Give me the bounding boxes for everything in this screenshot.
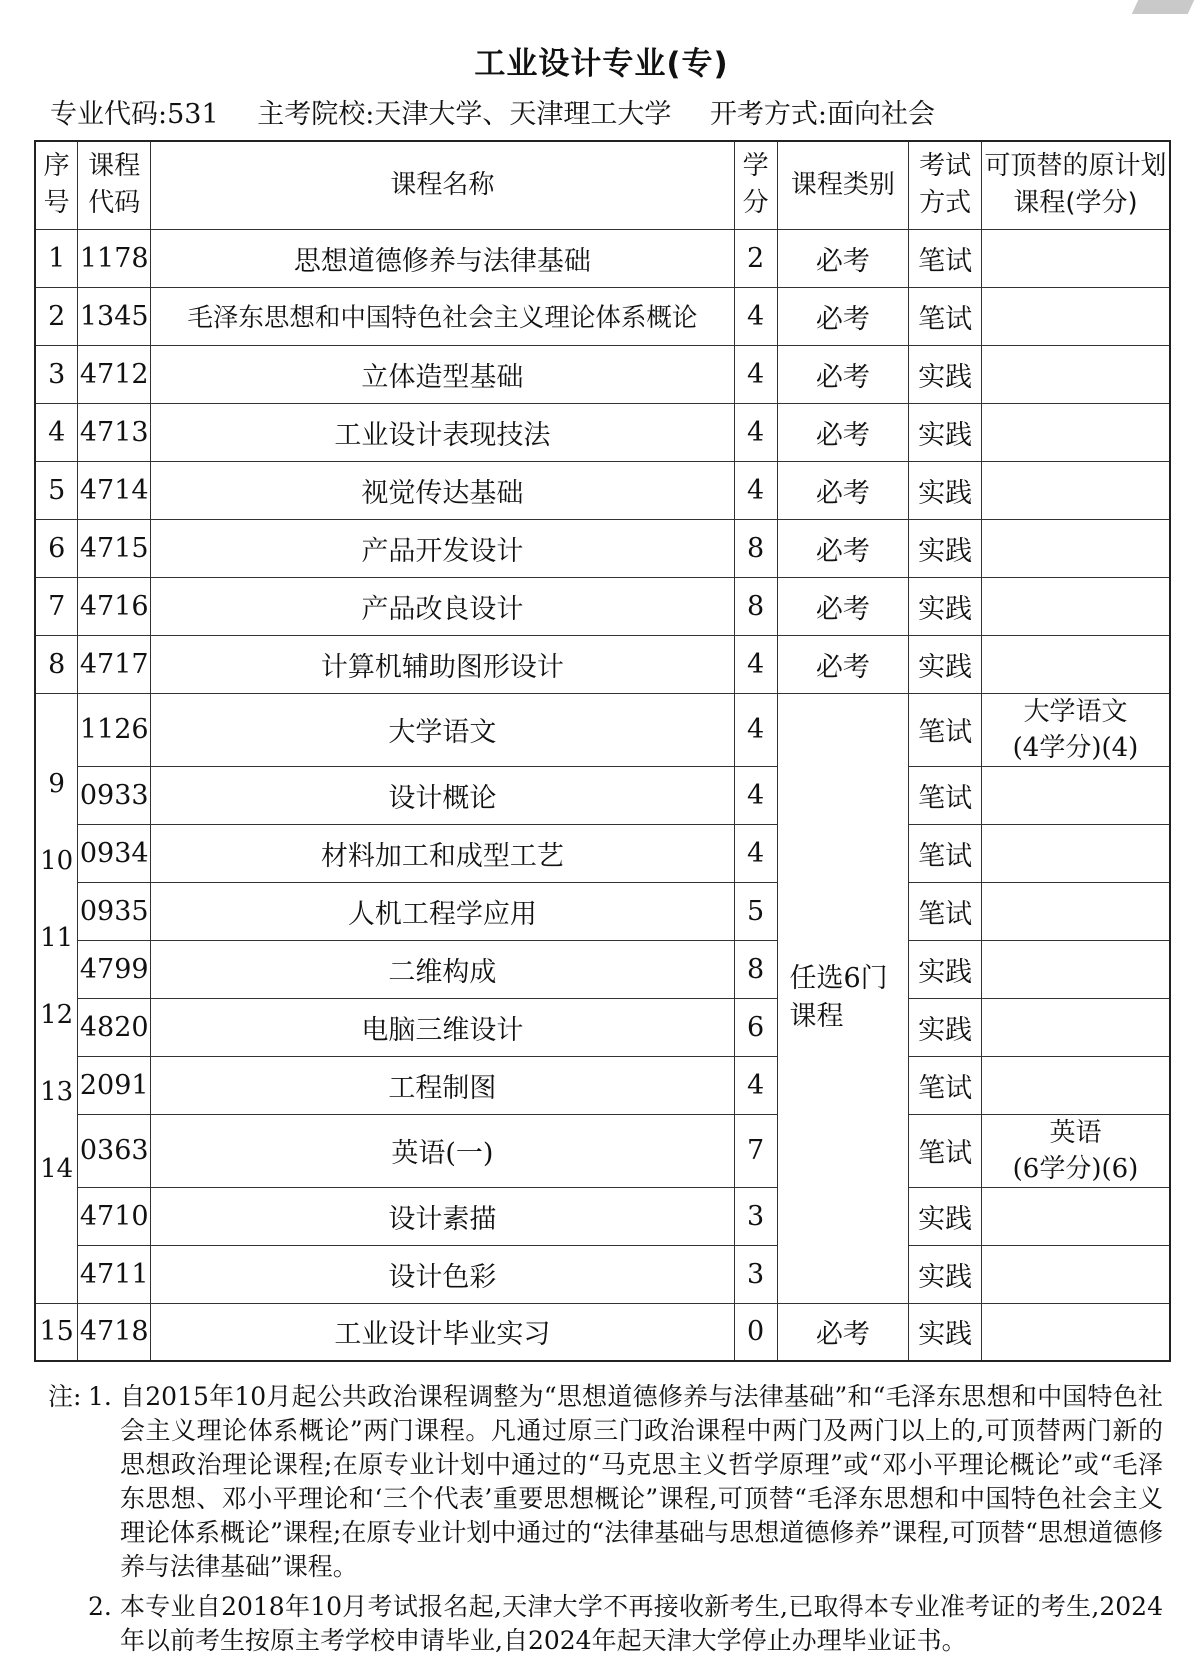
note-text: 自2015年10月起公共政治课程调整为“思想道德修养与法律基础”和“毛泽东思想和中国特色社会主义理论体系概论”两门课程。凡通过原三门政治课程中两门及两门以上的,可顶替两门新的思想政治理论课程;在原专业计划中通过的“马克思主义哲学原理”或“邓小平理论概论”或“毛泽东思想、邓小平理论和‘三个代表’重要思想概论”课程,可顶替“毛泽东思想和中国特色社会主义理论体系概论”课程;在原专业计划中通过的“法律基础与思想道德修养”课程,可顶替“思想道德修养与法律基础”课程。 bbox=[120, 1382, 1163, 1581]
corner-decoration bbox=[1132, 0, 1195, 14]
cell-code: 4799 bbox=[78, 940, 151, 998]
cell-credit: 5 bbox=[734, 882, 777, 940]
cell-code: 1178 bbox=[78, 229, 151, 287]
cell-replace bbox=[981, 1245, 1170, 1303]
major-info bbox=[50, 92, 965, 131]
cell-credit: 3 bbox=[734, 1245, 777, 1303]
cell-category: 必考 bbox=[777, 229, 909, 287]
cell-name: 电脑三维设计 bbox=[151, 998, 735, 1056]
header-seq: 序号 bbox=[35, 141, 78, 229]
cell-code: 1126 bbox=[78, 693, 151, 766]
cell-name: 立体造型基础 bbox=[151, 345, 735, 403]
cell-seq: 3 bbox=[35, 345, 78, 403]
cell-seq: 4 bbox=[35, 403, 78, 461]
cell-credit: 4 bbox=[734, 461, 777, 519]
cell-category: 必考 bbox=[777, 1303, 909, 1361]
cell-category: 必考 bbox=[777, 635, 909, 693]
cell-replace bbox=[981, 1187, 1170, 1245]
cell-replace bbox=[981, 824, 1170, 882]
cell-exam: 实践 bbox=[909, 577, 982, 635]
cell-seq: 8 bbox=[35, 635, 78, 693]
table-row bbox=[35, 940, 1170, 998]
elective-seq-number: 11 bbox=[40, 922, 74, 953]
cell-credit: 4 bbox=[734, 403, 777, 461]
cell-seq: 15 bbox=[35, 1303, 78, 1361]
cell-credit: 4 bbox=[734, 1056, 777, 1114]
cell-replace bbox=[981, 882, 1170, 940]
cell-code: 4820 bbox=[78, 998, 151, 1056]
cell-exam: 实践 bbox=[909, 635, 982, 693]
table-row bbox=[35, 1187, 1170, 1245]
cell-name: 大学语文 bbox=[151, 693, 735, 766]
cell-code: 4710 bbox=[78, 1187, 151, 1245]
replace-course: 大学语文 bbox=[1023, 696, 1128, 727]
cell-replace bbox=[981, 998, 1170, 1056]
cell-category: 必考 bbox=[777, 577, 909, 635]
elective-seq-number: 12 bbox=[40, 999, 74, 1030]
cell-category: 必考 bbox=[777, 403, 909, 461]
cell-exam: 实践 bbox=[909, 403, 982, 461]
table-row bbox=[35, 635, 1170, 693]
table-row bbox=[35, 229, 1170, 287]
cell-seq: 7 bbox=[35, 577, 78, 635]
cell-replace bbox=[981, 229, 1170, 287]
table-row bbox=[35, 766, 1170, 824]
cell-credit: 4 bbox=[734, 287, 777, 345]
table-row bbox=[35, 824, 1170, 882]
cell-exam: 实践 bbox=[909, 519, 982, 577]
table-row bbox=[35, 882, 1170, 940]
cell-credit: 8 bbox=[734, 940, 777, 998]
cell-replace bbox=[981, 766, 1170, 824]
major-code: 专业代码:531 bbox=[50, 99, 219, 130]
cell-category: 必考 bbox=[777, 519, 909, 577]
cell-credit: 4 bbox=[734, 766, 777, 824]
notes-section bbox=[48, 1380, 1163, 1658]
cell-replace bbox=[981, 635, 1170, 693]
cell-code: 0363 bbox=[78, 1114, 151, 1187]
cell-name: 产品开发设计 bbox=[151, 519, 735, 577]
cell-name: 产品改良设计 bbox=[151, 577, 735, 635]
cell-code: 0934 bbox=[78, 824, 151, 882]
cell-credit: 7 bbox=[734, 1114, 777, 1187]
cell-name: 设计概论 bbox=[151, 766, 735, 824]
cell-credit: 8 bbox=[734, 519, 777, 577]
cell-credit: 4 bbox=[734, 635, 777, 693]
cell-code: 4715 bbox=[78, 519, 151, 577]
cell-name: 毛泽东思想和中国特色社会主义理论体系概论 bbox=[151, 287, 735, 345]
cell-seq: 5 bbox=[35, 461, 78, 519]
cell-exam: 笔试 bbox=[909, 229, 982, 287]
cell-code: 0935 bbox=[78, 882, 151, 940]
cell-credit: 0 bbox=[734, 1303, 777, 1361]
cell-name: 人机工程学应用 bbox=[151, 882, 735, 940]
cell-code: 0933 bbox=[78, 766, 151, 824]
cell-code: 4714 bbox=[78, 461, 151, 519]
cell-exam: 笔试 bbox=[909, 766, 982, 824]
table-row bbox=[35, 1114, 1170, 1187]
cell-replace bbox=[981, 403, 1170, 461]
elective-seq-number: 13 bbox=[40, 1076, 74, 1107]
cell-credit: 8 bbox=[734, 577, 777, 635]
notes-label-spacer bbox=[48, 1590, 88, 1658]
cell-category: 必考 bbox=[777, 345, 909, 403]
cell-replace bbox=[981, 1056, 1170, 1114]
cell-name: 工业设计毕业实习 bbox=[151, 1303, 735, 1361]
cell-name: 视觉传达基础 bbox=[151, 461, 735, 519]
cell-credit: 3 bbox=[734, 1187, 777, 1245]
note-item bbox=[48, 1590, 1163, 1658]
cell-exam: 笔试 bbox=[909, 882, 982, 940]
note-number: 1. bbox=[88, 1382, 112, 1411]
cell-credit: 4 bbox=[734, 693, 777, 766]
cell-replace bbox=[981, 519, 1170, 577]
elective-seq-number: 14 bbox=[40, 1153, 74, 1184]
cell-exam: 实践 bbox=[909, 1303, 982, 1361]
table-row bbox=[35, 519, 1170, 577]
table-row bbox=[35, 345, 1170, 403]
cell-name: 工业设计表现技法 bbox=[151, 403, 735, 461]
cell-code: 4717 bbox=[78, 635, 151, 693]
cell-code: 4718 bbox=[78, 1303, 151, 1361]
table-row bbox=[35, 1303, 1170, 1361]
cell-credit: 4 bbox=[734, 345, 777, 403]
cell-code: 4712 bbox=[78, 345, 151, 403]
cell-replace bbox=[981, 940, 1170, 998]
header-replace: 可顶替的原计划课程(学分) bbox=[981, 141, 1170, 229]
note-number: 2. bbox=[88, 1592, 112, 1621]
exam-mode: 开考方式:面向社会 bbox=[709, 99, 936, 130]
cell-replace bbox=[981, 1114, 1170, 1187]
cell-replace bbox=[981, 345, 1170, 403]
header-exam: 考试方式 bbox=[909, 141, 982, 229]
cell-seq: 2 bbox=[35, 287, 78, 345]
cell-name: 设计素描 bbox=[151, 1187, 735, 1245]
cell-exam: 实践 bbox=[909, 1187, 982, 1245]
cell-credit: 4 bbox=[734, 824, 777, 882]
cell-credit: 6 bbox=[734, 998, 777, 1056]
header-name: 课程名称 bbox=[151, 141, 735, 229]
cell-exam: 笔试 bbox=[909, 693, 982, 766]
elective-seq-cell bbox=[35, 693, 78, 1303]
cell-category: 必考 bbox=[777, 461, 909, 519]
elective-seq-number: 10 bbox=[40, 845, 74, 876]
cell-code: 4711 bbox=[78, 1245, 151, 1303]
cell-exam: 实践 bbox=[909, 461, 982, 519]
cell-category: 必考 bbox=[777, 287, 909, 345]
cell-replace bbox=[981, 461, 1170, 519]
cell-exam: 笔试 bbox=[909, 1056, 982, 1114]
cell-exam: 实践 bbox=[909, 1245, 982, 1303]
header-category: 课程类别 bbox=[777, 141, 909, 229]
table-row bbox=[35, 577, 1170, 635]
table-row bbox=[35, 287, 1170, 345]
cell-name: 计算机辅助图形设计 bbox=[151, 635, 735, 693]
table-row bbox=[35, 1245, 1170, 1303]
cell-name: 英语(一) bbox=[151, 1114, 735, 1187]
cell-exam: 实践 bbox=[909, 940, 982, 998]
table-row bbox=[35, 998, 1170, 1056]
cell-replace bbox=[981, 577, 1170, 635]
notes-label: 注: bbox=[48, 1382, 82, 1411]
cell-code: 4713 bbox=[78, 403, 151, 461]
cell-name: 材料加工和成型工艺 bbox=[151, 824, 735, 882]
cell-exam: 实践 bbox=[909, 998, 982, 1056]
replace-course: 英语 bbox=[1049, 1117, 1102, 1148]
cell-name: 二维构成 bbox=[151, 940, 735, 998]
cell-credit: 2 bbox=[734, 229, 777, 287]
replace-credit: (6学分)(6) bbox=[1012, 1153, 1139, 1184]
cell-code: 1345 bbox=[78, 287, 151, 345]
cell-seq: 1 bbox=[35, 229, 78, 287]
table-row bbox=[35, 461, 1170, 519]
cell-replace bbox=[981, 693, 1170, 766]
table-row bbox=[35, 693, 1170, 766]
page-title: 工业设计专业(专) bbox=[474, 46, 729, 82]
cell-code: 4716 bbox=[78, 577, 151, 635]
header-credit: 学分 bbox=[734, 141, 777, 229]
elective-category-cell: 任选6门课程 bbox=[777, 693, 909, 1303]
cell-seq: 6 bbox=[35, 519, 78, 577]
cell-name: 思想道德修养与法律基础 bbox=[151, 229, 735, 287]
course-table bbox=[34, 140, 1171, 1362]
host-schools: 主考院校:天津大学、天津理工大学 bbox=[257, 99, 672, 130]
table-row bbox=[35, 1056, 1170, 1114]
cell-replace bbox=[981, 1303, 1170, 1361]
cell-exam: 笔试 bbox=[909, 287, 982, 345]
cell-name: 工程制图 bbox=[151, 1056, 735, 1114]
replace-credit: (4学分)(4) bbox=[1012, 732, 1139, 763]
note-item bbox=[48, 1380, 1163, 1584]
course-table-wrapper bbox=[34, 140, 1171, 1362]
elective-seq-number: 9 bbox=[48, 768, 65, 799]
cell-replace bbox=[981, 287, 1170, 345]
table-row bbox=[35, 403, 1170, 461]
cell-exam: 笔试 bbox=[909, 824, 982, 882]
header-code: 课程代码 bbox=[78, 141, 151, 229]
cell-exam: 笔试 bbox=[909, 1114, 982, 1187]
cell-code: 2091 bbox=[78, 1056, 151, 1114]
table-header-row bbox=[35, 141, 1170, 229]
note-text: 本专业自2018年10月考试报名起,天津大学不再接收新考生,已取得本专业准考证的考生,2024年以前考生按原主考学校申请毕业,自2024年起天津大学停止办理毕业证书。 bbox=[120, 1592, 1163, 1655]
cell-exam: 实践 bbox=[909, 345, 982, 403]
cell-name: 设计色彩 bbox=[151, 1245, 735, 1303]
